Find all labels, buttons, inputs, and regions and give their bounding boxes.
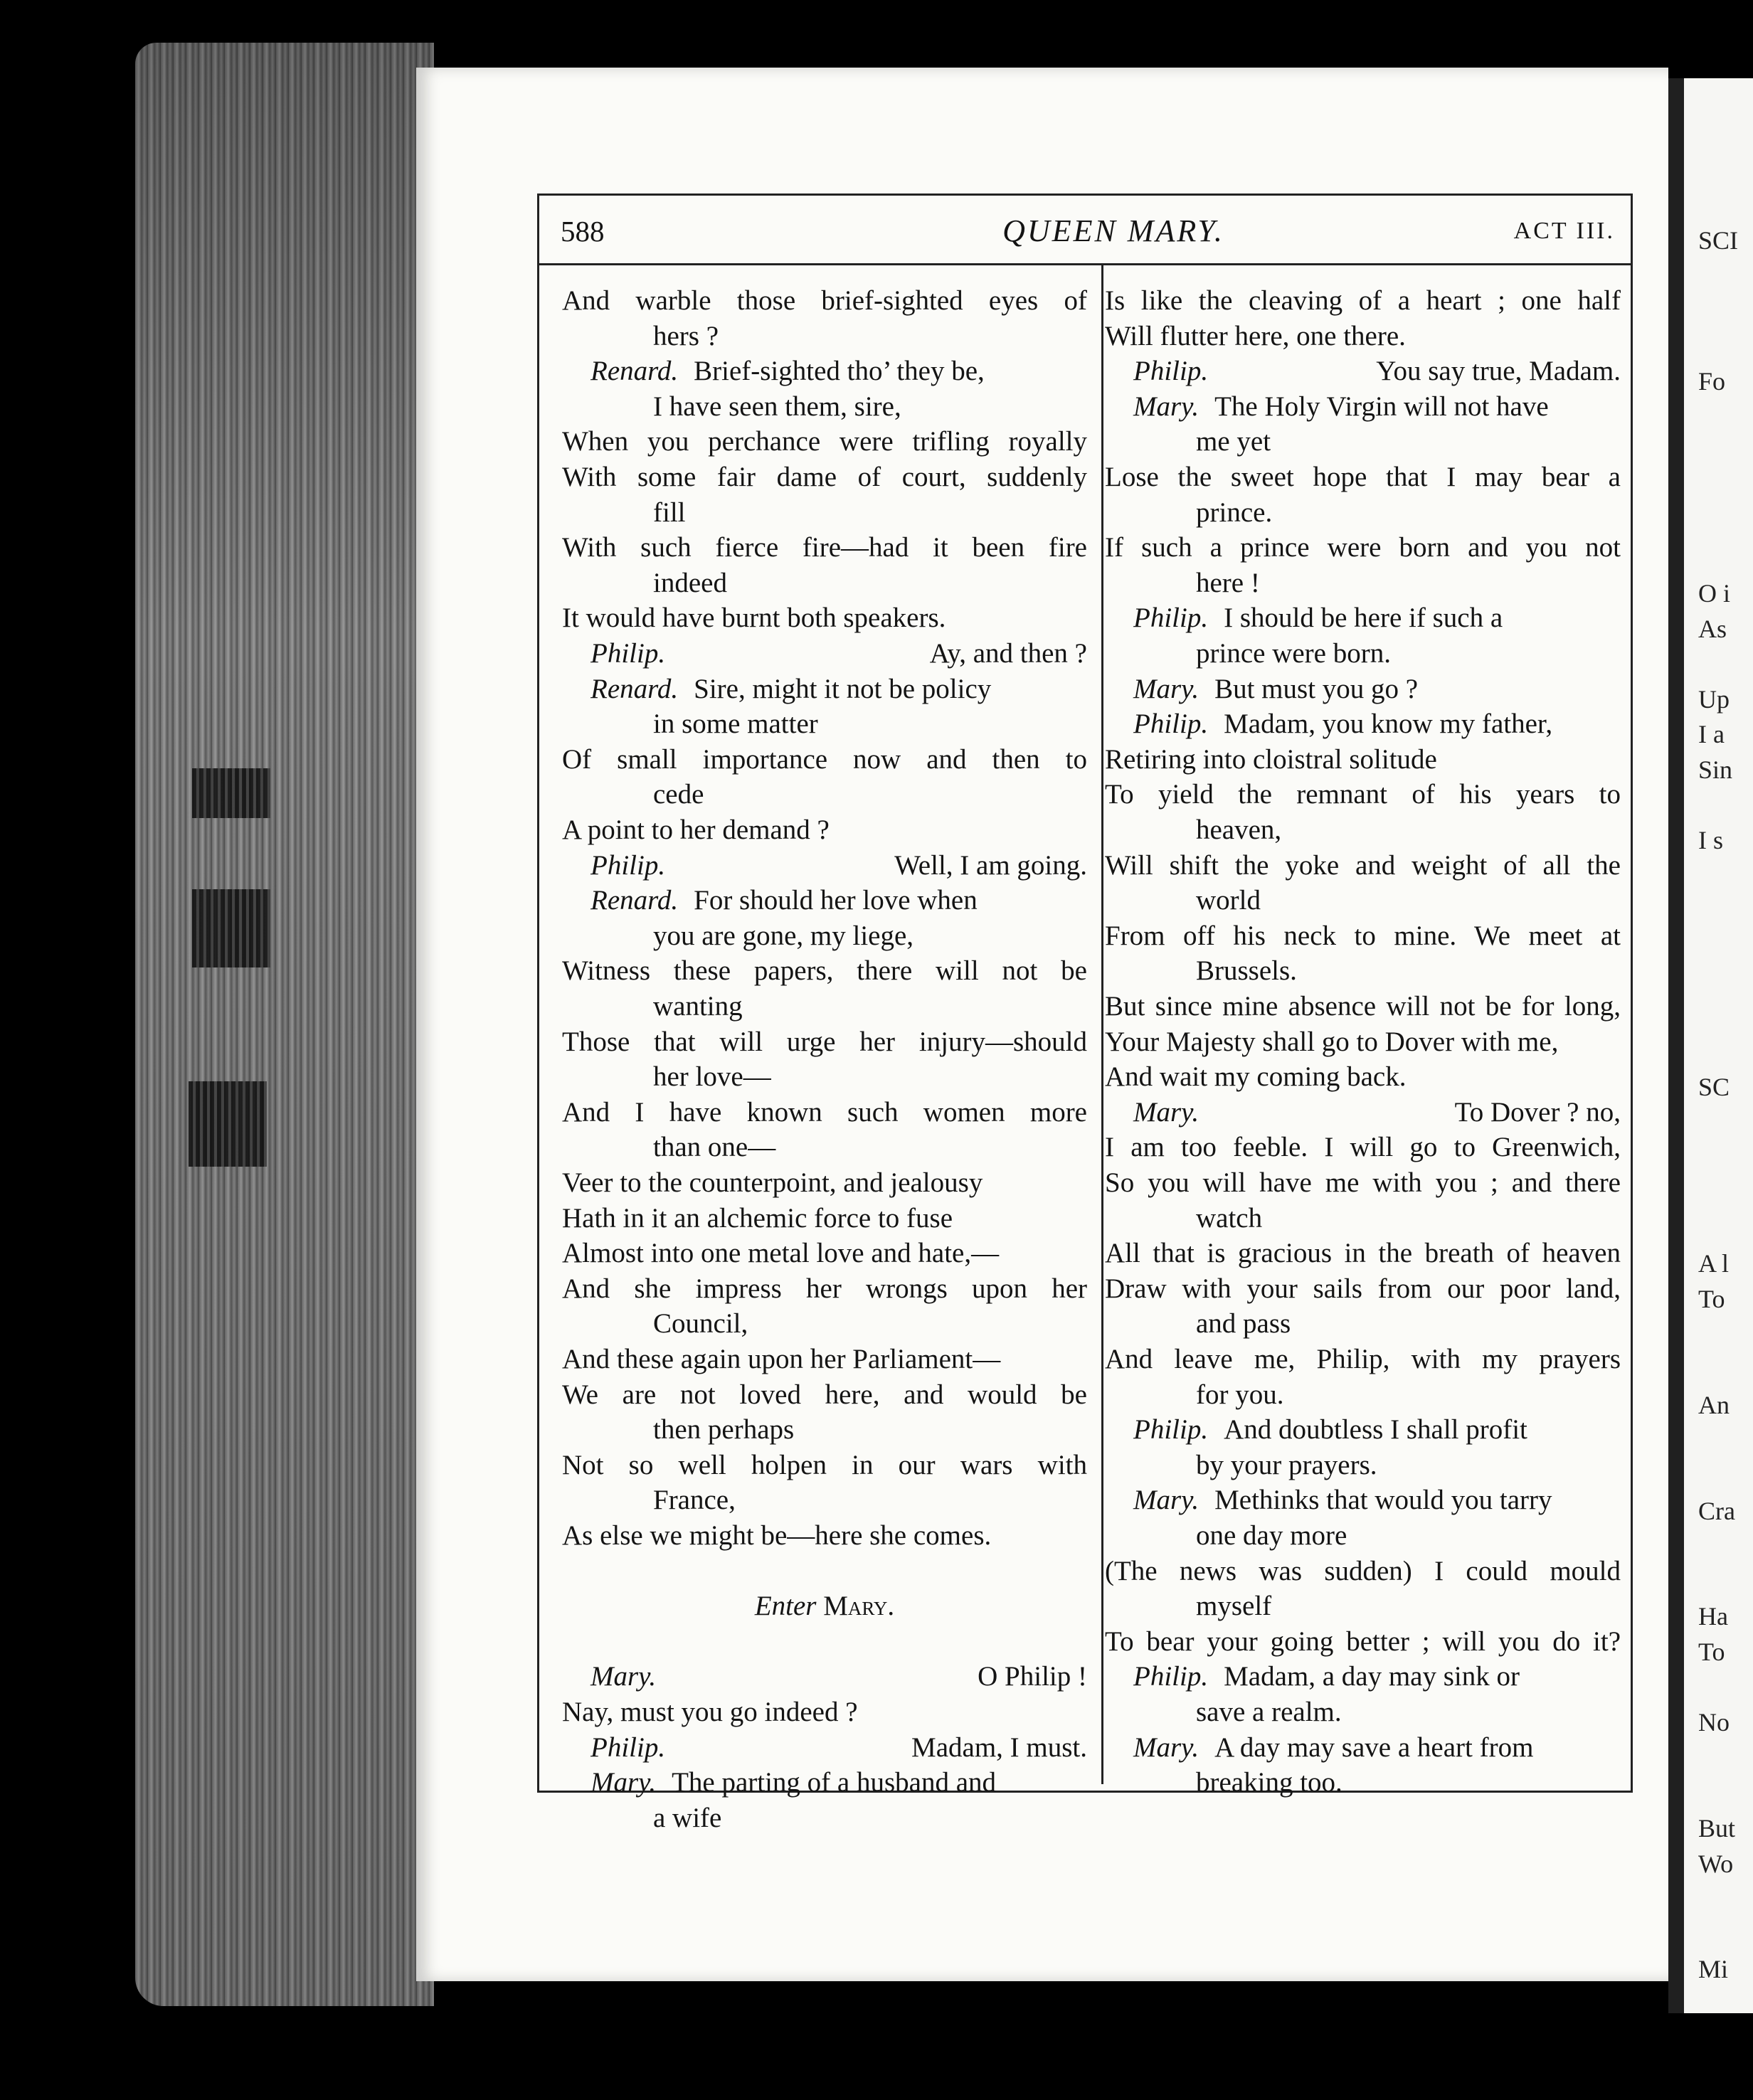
text-line: wanting <box>653 991 743 1022</box>
next-page-fragment: Mi <box>1698 1955 1729 1984</box>
speaker-name: Philip. <box>590 638 666 669</box>
act-label: ACT III. <box>1513 218 1615 244</box>
stage-direction-character: Mary. <box>823 1591 895 1622</box>
next-page-fragment: As <box>1698 614 1727 643</box>
next-page-fragment: Ha <box>1698 1602 1728 1631</box>
text-line: All that is gracious in the breath of heaven <box>1105 1238 1621 1269</box>
spine-mark <box>192 768 270 818</box>
text-line: a wife <box>653 1802 722 1833</box>
text-line: Veer to the counterpoint, and jealousy <box>562 1167 983 1198</box>
speech-text: Brief-sighted tho’ they be, <box>694 356 985 387</box>
text-line: Nay, must you go indeed ? <box>562 1697 858 1727</box>
speech-text: The Holy Virgin will not have <box>1214 391 1549 422</box>
speaker-name: Philip. <box>590 1732 666 1763</box>
text-line: With such fierce fire—had it been fire <box>562 532 1087 563</box>
speech-text: Well, I am going. <box>894 849 1087 881</box>
text-line <box>562 354 1087 389</box>
speaker-name: Philip. <box>1133 709 1209 740</box>
running-title: QUEEN MARY. <box>1002 213 1224 248</box>
text-line: prince. <box>1196 497 1273 528</box>
spine-mark <box>192 889 270 967</box>
text-line: then perhaps <box>653 1414 795 1446</box>
next-page-fragment: But <box>1698 1814 1736 1842</box>
speaker-name: Renard. <box>590 673 679 704</box>
text-line: Almost into one metal love and hate,— <box>562 1238 1000 1269</box>
text-line: And leave me, Philip, with my prayers <box>1105 1344 1621 1374</box>
text-line: If such a prince were born and you not <box>1105 532 1621 563</box>
speech-text: Madam, you know my father, <box>1224 709 1553 740</box>
speaker-name: Mary. <box>1133 1732 1199 1763</box>
text-line: It would have burnt both speakers. <box>562 603 946 634</box>
speaker-name: Mary. <box>590 1661 657 1692</box>
text-line: I am too feeble. I will go to Greenwich, <box>1105 1132 1621 1163</box>
text-line: And these again upon her Parliament— <box>562 1344 1001 1374</box>
text-line: Lose the sweet hope that I may bear a <box>1105 462 1621 492</box>
header-rule <box>537 263 1633 265</box>
text-line: me yet <box>1196 426 1271 457</box>
next-page-fragment: Wo <box>1698 1849 1734 1878</box>
speech-text: Madam, a day may sink or <box>1224 1661 1520 1692</box>
text-line: for you. <box>1196 1379 1284 1410</box>
text-line: To yield the remnant of his years to <box>1105 779 1621 810</box>
text-line: We are not loved here, and would be <box>562 1379 1087 1410</box>
text-line: indeed <box>653 567 727 598</box>
text-line: Those that will urge her injury—should <box>562 1026 1087 1057</box>
text-line: A point to her demand ? <box>562 815 830 845</box>
speech-text: To Dover ? no, <box>1454 1096 1621 1128</box>
text-line: And warble those brief-sighted eyes of <box>562 285 1087 316</box>
text-line: But since mine absence will not be for long, <box>1105 991 1621 1022</box>
text-line <box>1105 672 1621 707</box>
text-line <box>562 636 1087 672</box>
text-line: Council, <box>653 1308 748 1340</box>
next-page-fragment: To <box>1698 1285 1725 1313</box>
text-line <box>562 1730 1087 1766</box>
blank-line <box>562 1554 1087 1589</box>
stage-direction <box>562 1589 1087 1624</box>
text-line <box>1105 389 1621 425</box>
next-page-fragment: I a <box>1698 720 1725 749</box>
text-line <box>1105 1412 1621 1448</box>
speaker-name: Philip. <box>1133 356 1209 387</box>
text-line: Not so well holpen in our wars with <box>562 1449 1087 1480</box>
text-line: breaking too. <box>1196 1767 1342 1798</box>
next-page-fragment: Sin <box>1698 755 1733 784</box>
next-page-fragment: Up <box>1698 684 1730 714</box>
text-line: When you perchance were trifling royally <box>562 426 1087 457</box>
text-line: prince were born. <box>1196 638 1391 669</box>
text-line <box>562 1765 1087 1801</box>
text-line: by your prayers. <box>1196 1449 1377 1480</box>
text-line: Of small importance now and then to <box>562 743 1087 775</box>
text-line: her love— <box>653 1061 771 1093</box>
text-line: Draw with your sails from our poor land, <box>1105 1273 1621 1304</box>
spine-mark <box>189 1081 267 1167</box>
text-line <box>562 848 1087 884</box>
speech-text: Ay, and then ? <box>929 638 1087 669</box>
text-line: here ! <box>1196 567 1260 598</box>
book-page-edges <box>135 43 434 2006</box>
speaker-name: Philip. <box>1133 1661 1209 1692</box>
text-line: Will shift the yoke and weight of all the <box>1105 849 1621 881</box>
next-page-fragment: To <box>1698 1638 1725 1666</box>
text-line: As else we might be—here she comes. <box>562 1520 992 1551</box>
speaker-name: Mary. <box>1133 391 1199 422</box>
speech-text: For should her love when <box>694 885 978 916</box>
text-line: Brussels. <box>1196 955 1297 987</box>
next-page-fragment: A l <box>1698 1249 1730 1278</box>
speech-text: The parting of a husband and <box>672 1767 997 1798</box>
text-line <box>1105 1095 1621 1130</box>
text-line: than one— <box>653 1132 776 1163</box>
text-line: Hath in it an alchemic force to fuse <box>562 1202 953 1234</box>
speaker-name: Philip. <box>1133 603 1209 634</box>
text-line: So you will have me with you ; and there <box>1105 1167 1621 1198</box>
text-line: To bear your going better ; will you do it? <box>1105 1626 1621 1657</box>
speech-text: And doubtless I shall profit <box>1224 1414 1527 1446</box>
column-rule <box>1101 265 1103 1784</box>
text-line: save a realm. <box>1196 1697 1342 1727</box>
text-line <box>1105 1483 1621 1518</box>
text-line <box>1105 1730 1621 1766</box>
speaker-name: Philip. <box>590 849 666 881</box>
text-line: and pass <box>1196 1308 1291 1340</box>
text-line: Your Majesty shall go to Dover with me, <box>1105 1026 1559 1057</box>
text-line: (The news was sudden) I could mould <box>1105 1555 1621 1586</box>
text-line: Is like the cleaving of a heart ; one half <box>1105 285 1621 316</box>
text-line: And she impress her wrongs upon her <box>562 1273 1087 1304</box>
text-line: world <box>1196 885 1261 916</box>
text-line: cede <box>653 779 704 810</box>
speaker-name: Mary. <box>590 1767 657 1798</box>
speaker-name: Mary. <box>1133 1485 1199 1516</box>
speech-text: I should be here if such a <box>1224 603 1503 634</box>
text-line: From off his neck to mine. We meet at <box>1105 920 1621 951</box>
text-line: myself <box>1196 1591 1272 1622</box>
speaker-name: Philip. <box>1133 1414 1209 1446</box>
speech-text: O Philip ! <box>978 1661 1087 1692</box>
text-line <box>1105 706 1621 742</box>
text-line <box>562 1659 1087 1695</box>
next-page-edge <box>1668 78 1753 2013</box>
next-page-fragment: An <box>1698 1390 1730 1419</box>
text-line: one day more <box>1196 1520 1347 1551</box>
text-line: And I have known such women more <box>562 1096 1087 1128</box>
text-line: Witness these papers, there will not be <box>562 955 1087 987</box>
speaker-name: Renard. <box>590 885 679 916</box>
stage-direction-verb: Enter <box>754 1591 817 1622</box>
text-line: in some matter <box>653 709 818 740</box>
next-page-fragment: SC <box>1698 1073 1730 1102</box>
speaker-name: Renard. <box>590 356 679 387</box>
text-line: Retiring into cloistral solitude <box>1105 743 1437 775</box>
text-line <box>1105 354 1621 389</box>
text-line <box>562 672 1087 707</box>
text-line: you are gone, my liege, <box>653 920 914 951</box>
text-line: fill <box>653 497 686 528</box>
text-line: And wait my coming back. <box>1105 1061 1407 1093</box>
next-page-fragment: Cra <box>1698 1496 1735 1525</box>
speech-text: A day may save a heart from <box>1214 1732 1534 1763</box>
next-page-fragment: Fo <box>1698 367 1726 396</box>
next-page-fragment: No <box>1698 1708 1730 1737</box>
speech-text: But must you go ? <box>1214 673 1419 704</box>
text-line: France, <box>653 1485 736 1516</box>
text-line: watch <box>1196 1202 1263 1234</box>
speech-text: Sire, might it not be policy <box>694 673 992 704</box>
text-line: Will flutter here, one there. <box>1105 320 1406 351</box>
text-line: heaven, <box>1196 815 1282 845</box>
text-line: hers ? <box>653 320 719 351</box>
speech-text: Madam, I must. <box>911 1732 1087 1763</box>
page-number: 588 <box>561 215 605 248</box>
text-line: With some fair dame of court, suddenly <box>562 462 1087 492</box>
speech-text: You say true, Madam. <box>1376 356 1621 387</box>
text-line <box>1105 600 1621 636</box>
speaker-name: Mary. <box>1133 673 1199 704</box>
next-page-fragment: I s <box>1698 826 1723 855</box>
text-line <box>1105 1659 1621 1695</box>
next-page-fragment: SCI <box>1698 226 1739 255</box>
blank-line <box>562 1624 1087 1660</box>
speaker-name: Mary. <box>1133 1096 1199 1128</box>
speech-text: Methinks that would you tarry <box>1214 1485 1552 1516</box>
text-line <box>562 883 1087 918</box>
text-line: I have seen them, sire, <box>653 391 901 422</box>
next-page-fragment: O i <box>1698 579 1730 608</box>
